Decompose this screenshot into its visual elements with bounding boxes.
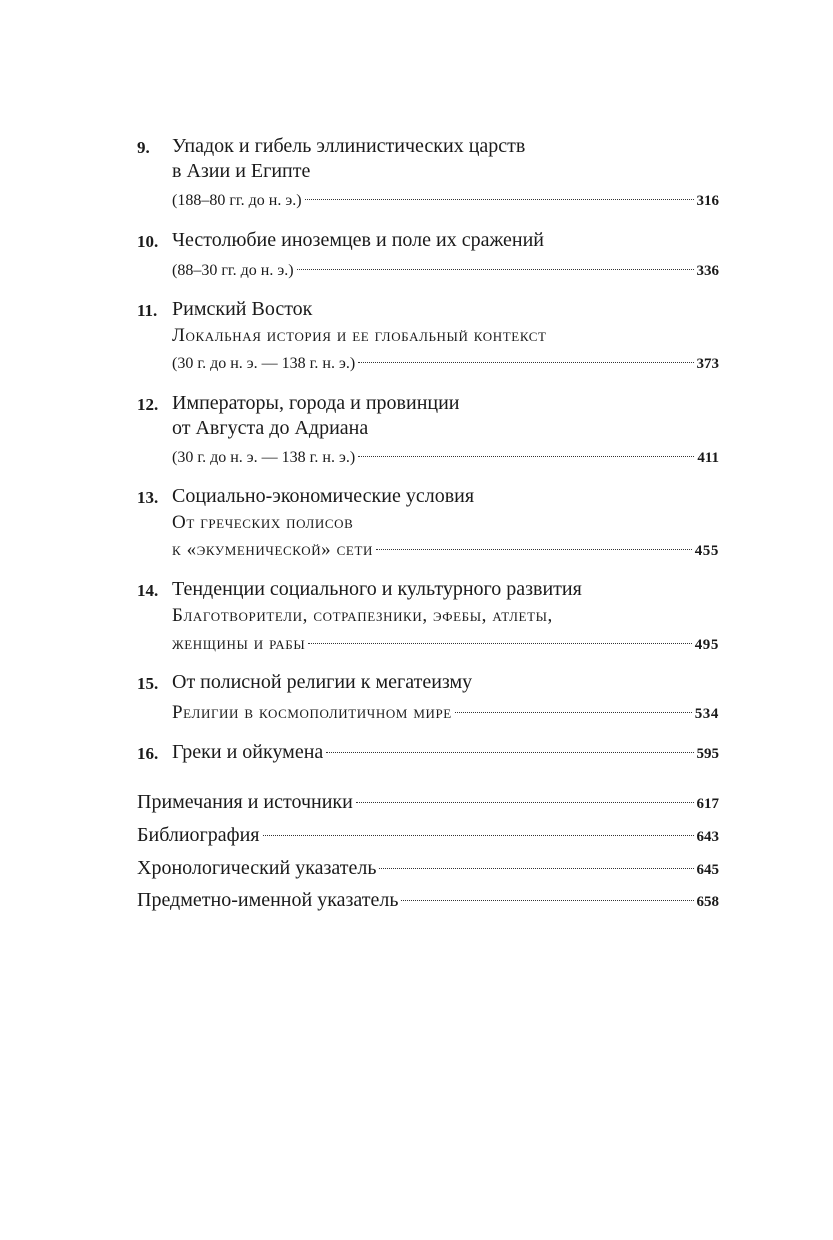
page-number: 595 <box>696 746 719 762</box>
page-number: 336 <box>696 263 719 279</box>
chapter-number: 15. <box>137 674 159 693</box>
chapter-title: Императоры, города и провинции <box>172 392 460 414</box>
dot-leader <box>455 712 692 713</box>
page-number: 411 <box>697 450 719 466</box>
chapter-period: (188–80 гг. до н. э.) <box>172 192 302 209</box>
chapter-subtitle: к «экуменической» сети <box>172 539 373 560</box>
page-number: 643 <box>696 829 719 845</box>
toc-entry[interactable] <box>172 259 719 283</box>
toc-entry[interactable] <box>172 189 719 213</box>
dot-leader <box>305 199 694 200</box>
page-number: 495 <box>694 637 719 653</box>
chapter-period: (30 г. до н. э. — 138 г. н. э.) <box>172 449 356 466</box>
chapter-title: в Азии и Египте <box>172 160 311 182</box>
chapter-title: Греки и ойкумена <box>172 741 324 763</box>
toc-entry[interactable] <box>172 352 719 376</box>
toc-entry-back-matter[interactable] <box>137 790 719 816</box>
chapter-subtitle: От греческих полисов <box>172 512 354 533</box>
toc-entry[interactable] <box>172 446 719 470</box>
back-matter-title: Примечания и источники <box>137 791 353 813</box>
chapter-number: 13. <box>137 488 159 507</box>
page-number: 373 <box>696 356 719 372</box>
dot-leader <box>376 549 692 550</box>
chapter-number: 11. <box>137 301 158 320</box>
chapter-number: 14. <box>137 581 159 600</box>
page-number: 617 <box>696 796 719 812</box>
dot-leader <box>308 643 691 644</box>
dot-leader <box>326 752 693 753</box>
toc-entry[interactable] <box>172 632 719 657</box>
chapter-subtitle: Локальная история и ее глобальный контекст <box>172 325 547 346</box>
chapter-title: Упадок и гибель эллинистических царств <box>172 135 526 157</box>
back-matter-title: Хронологический указатель <box>137 857 377 879</box>
chapter-number: 16. <box>137 744 159 763</box>
page-number: 534 <box>694 706 719 722</box>
dot-leader <box>379 868 693 869</box>
toc-entry[interactable] <box>172 538 719 563</box>
toc-entry-back-matter[interactable] <box>137 888 719 914</box>
chapter-subtitle: Религии в космополитичном мире <box>172 702 452 723</box>
toc-entry[interactable] <box>172 701 719 726</box>
page-number: 455 <box>694 543 719 559</box>
dot-leader <box>358 456 694 457</box>
chapter-number: 9. <box>137 138 150 157</box>
page-number: 645 <box>696 862 719 878</box>
chapter-number: 10. <box>137 232 159 251</box>
toc-entry-back-matter[interactable] <box>137 823 719 849</box>
page-number: 316 <box>696 193 719 209</box>
dot-leader <box>263 835 694 836</box>
chapter-title: Римский Восток <box>172 298 313 320</box>
chapter-subtitle: женщины и рабы <box>172 633 306 654</box>
chapter-subtitle: Благотворители, сотрапезники, эфебы, атлеты, <box>172 605 553 626</box>
toc-entry-back-matter[interactable] <box>137 856 719 882</box>
dot-leader <box>358 362 693 363</box>
chapter-title: От полисной религии к мегатеизму <box>172 671 473 693</box>
dot-leader <box>297 269 694 270</box>
dot-leader <box>356 802 694 803</box>
chapter-number: 12. <box>137 395 159 414</box>
back-matter-title: Предметно-именной указатель <box>137 889 399 911</box>
chapter-period: (30 г. до н. э. — 138 г. н. э.) <box>172 355 356 372</box>
page-number: 658 <box>696 894 719 910</box>
chapter-period: (88–30 гг. до н. э.) <box>172 262 294 279</box>
chapter-title: Тенденции социального и культурного развития <box>172 578 582 600</box>
dot-leader <box>401 900 693 901</box>
chapter-title: от Августа до Адриана <box>172 417 369 439</box>
chapter-title: Социально-экономические условия <box>172 485 475 507</box>
toc-entry[interactable] <box>172 740 719 766</box>
chapter-title: Честолюбие иноземцев и поле их сражений <box>172 229 545 251</box>
back-matter-title: Библиография <box>137 824 260 846</box>
